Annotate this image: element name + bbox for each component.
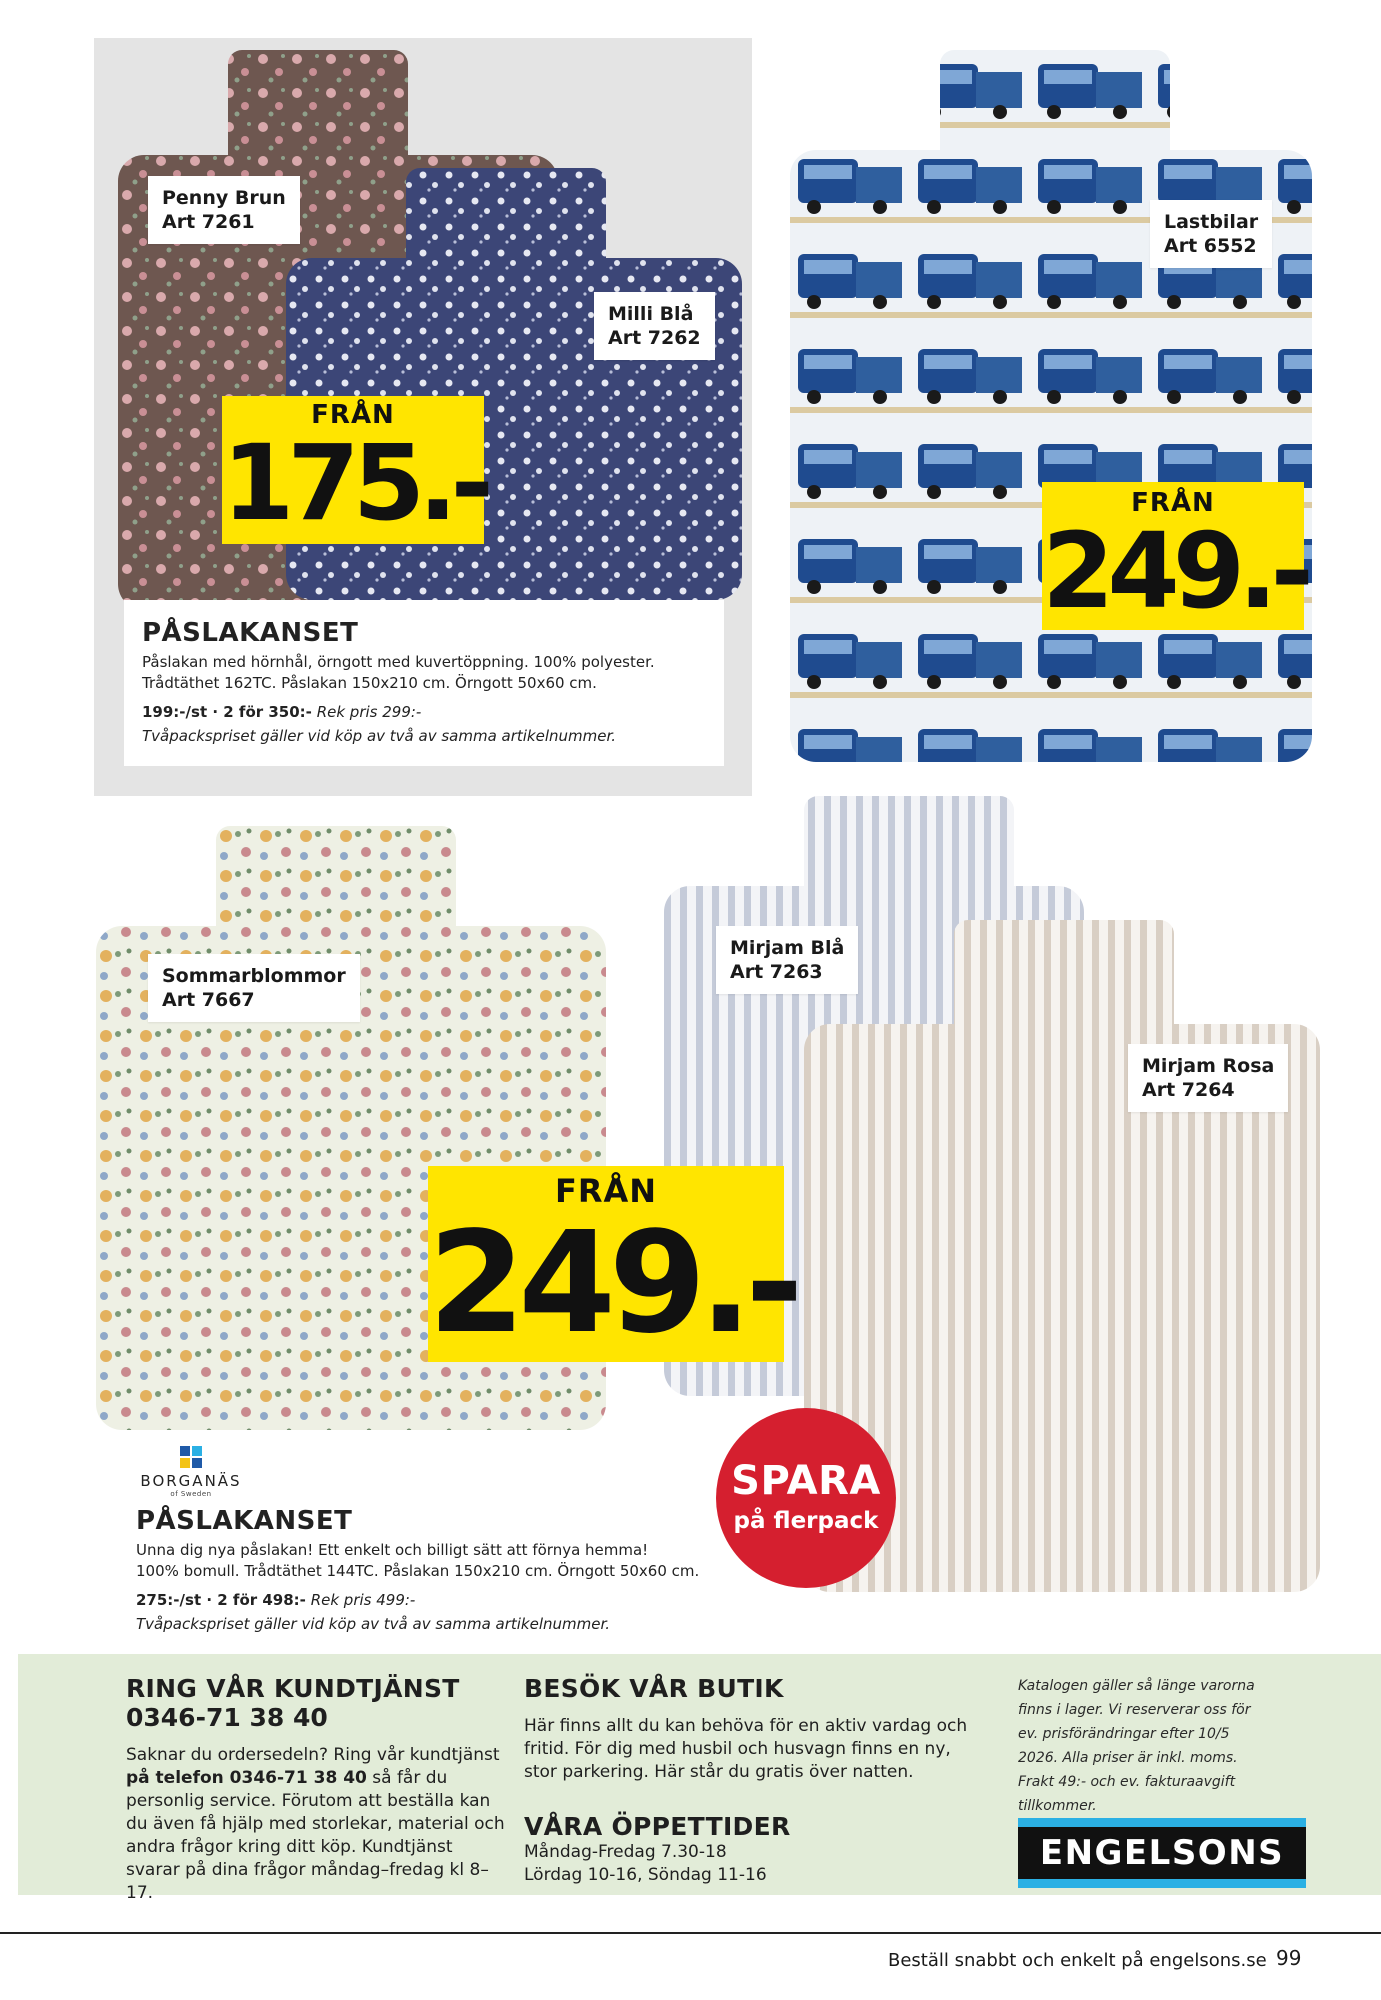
tag-art: Art 7261 [162,211,255,233]
product-description-line2: 100% bomull. Trådtäthet 144TC. Påslakan 150x210 cm. Örngott 50x60 cm. [136,1562,700,1580]
price-amount: 175.- [222,422,487,544]
customer-service-text-pre: Saknar du ordersedeln? Ring vår kundtjänst [126,1745,500,1765]
customer-service-title: RING VÅR KUNDTJÄNST [126,1674,460,1703]
product-tag-mirjam-bla [716,926,858,994]
opening-hours-title: VÅRA ÖPPETTIDER [524,1812,791,1841]
product-info-top [124,600,724,766]
store-title: BESÖK VÅR BUTIK [524,1674,784,1703]
product-price-rek: Rek pris 499:- [310,1591,416,1609]
customer-service-text-post: så får du personlig service. Förutom att beställa kan du även få hjälp med storlekar, material och andra frågor kring ditt köp. Kundtjänst svarar på dina frågor måndag–fredag kl 8–17. [126,1768,505,1903]
product-tag-mirjam-rosa [1128,1044,1288,1112]
product-tag-lastbilar [1150,200,1272,268]
product-note: Tvåpackspriset gäller vid köp av två av samma artikelnummer. [142,727,617,745]
product-description-line2: Trådtäthet 162TC. Påslakan 150x210 cm. Örngott 50x60 cm. [142,674,597,692]
product-tag-sommarblommor [148,954,360,1022]
tag-name: Mirjam Rosa [1142,1055,1275,1077]
spara-text: SPARA [731,1458,881,1504]
product-note: Tvåpackspriset gäller vid köp av två av samma artikelnummer. [136,1615,611,1633]
product-title: PÅSLAKANSET [142,618,359,648]
tag-art: Art 7667 [162,989,255,1011]
price-prefix: FRÅN [554,1172,658,1210]
tag-name: Sommarblommor [162,965,346,987]
product-prices [142,703,706,721]
tag-art: Art 7264 [1142,1079,1235,1101]
logo-text: ENGELSONS [1039,1833,1285,1873]
borganas-mark-icon [180,1446,202,1468]
catalog-disclaimer: Katalogen gäller så länge varorna finns i lager. Vi reserverar oss för ev. prisförändringar efter 10/5 2026. Alla priser är inkl. moms. Frakt 49:- och ev. fakturaavgift tillkommer. [1018,1678,1255,1814]
customer-service-text-bold: på telefon 0346-71 38 40 [126,1768,367,1788]
engelsons-logo [1018,1818,1306,1888]
tag-art: Art 7262 [608,327,701,349]
product-description-line1: Unna dig nya påslakan! Ett enkelt och billigt sätt att förnya hemma! [136,1541,649,1559]
price-prefix: FRÅN [311,400,395,430]
tag-name: Lastbilar [1164,211,1259,233]
product-price-offer: 275:-/st · 2 för 498:- [136,1591,306,1609]
customer-service-column [126,1674,506,1905]
product-info-bottom [136,1506,736,1646]
tag-art: Art 6552 [1164,235,1257,257]
product-description-line1: Påslakan med hörnhål, örngott med kuvertöppning. 100% polyester. [142,653,655,671]
store-text: Här finns allt du kan behöva för en aktiv vardag och fritid. För dig med husbil och husvagn finns en ny, stor parkering. Här står du gratis över natten. [524,1716,968,1782]
tag-name: Mirjam Blå [730,937,845,959]
price-amount: 249.- [1042,510,1307,632]
price-amount: 249.- [428,1202,797,1365]
product-prices [136,1591,736,1609]
spara-subtext: på flerpack [733,1508,879,1534]
page-number: 99 [1276,1946,1302,1970]
product-title: PÅSLAKANSET [136,1506,353,1536]
product-price-offer: 199:-/st · 2 för 350:- [142,703,312,721]
price-box-249-lastbilar [1042,482,1307,632]
lastbilar-bedding-image [790,50,1312,762]
spara-badge [716,1408,896,1588]
brand-sub: of Sweden [170,1490,212,1498]
product-tag-penny-brun [148,176,300,244]
bottom-divider [0,1932,1381,1934]
tag-art: Art 7263 [730,961,823,983]
product-tag-milli-bla [594,292,715,360]
price-prefix: FRÅN [1131,488,1215,518]
price-box-249-bottom [428,1166,797,1365]
tag-name: Penny Brun [162,187,286,209]
price-box-175 [222,396,487,544]
brand-name: BORGANÄS [140,1472,242,1490]
order-text: Beställ snabbt och enkelt på engelsons.se [888,1950,1267,1971]
customer-service-phone: 0346-71 38 40 [126,1703,328,1732]
borganas-logo [136,1446,246,1498]
tag-name: Milli Blå [608,303,694,325]
opening-hours-weekend: Lördag 10-16, Söndag 11-16 [524,1865,767,1885]
customer-service-text [126,1744,506,1905]
opening-hours-weekdays: Måndag-Fredag 7.30-18 [524,1842,727,1862]
product-price-rek: Rek pris 299:- [316,703,422,721]
store-column [524,1674,972,1887]
